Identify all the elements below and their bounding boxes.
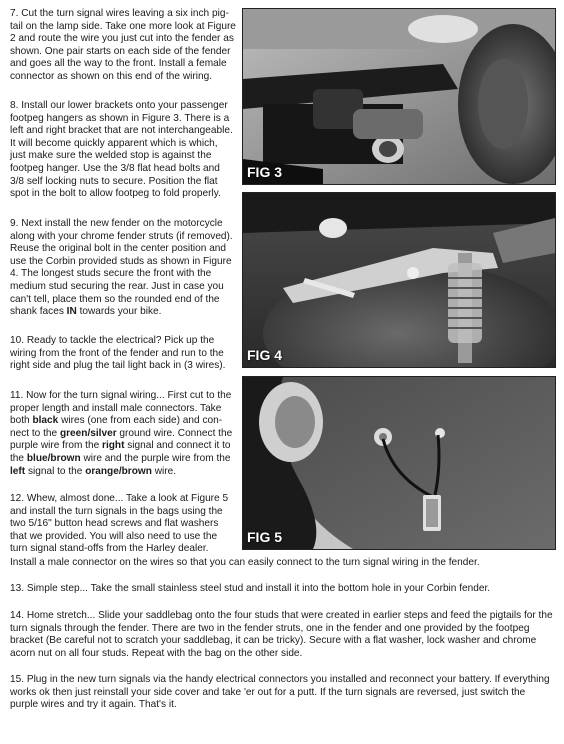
step-13 — [10, 583, 555, 596]
figure-5-photo — [242, 376, 556, 550]
step-11 — [10, 390, 236, 478]
figure-5-image — [243, 377, 555, 549]
step-12-continued-text: Install a male connector on the wires so that you can easily connect to the turn signal wiring in the fender. — [10, 557, 480, 568]
figure-4-image — [243, 193, 555, 367]
figure-3-image — [243, 9, 555, 184]
step-8-text: 8. Install our lower brackets onto your passenger footpeg hangers as shown in Figure 3. There is a left and right bracket that are not interchangeable. It will become quickly apparent which is which, just make sure the welded stop is against the footpeg hanger. Use the 3/8 flat head bolts and 3/8 self locking nuts to secure. Position the flat spot in the bolt to allow footpeg to fold properly. — [10, 100, 233, 200]
step-10-text: 10. Ready to tackle the electrical? Pick up the wiring from the front of the fender and run to the right side and plug the tail light back in (3 wires). — [10, 335, 226, 372]
step-14 — [10, 610, 555, 660]
step-14-text: 14. Home stretch... Slide your saddlebag onto the four studs that were created in earlier steps and feed the pigtails for the turn signals through the fender. There are two in the fender struts, one in the fender and one provided by the footpeg bracket (Be careful not to scratch your saddlebag, it can be tricky). Secure with a flat washer, lock washer and chrome acorn nut on all four studs. Repeat with the bag on the other side. — [10, 610, 553, 659]
step-7-text: 7. Cut the turn signal wires leaving a six inch pig-tail on the lamp side. Take one more look at Figure 2 and route the wire you just cut into the fender as shown. One pair starts on each side of the fender and goes all the way to the front. Install a female connector as shown on this end of the wiring. — [10, 8, 236, 82]
figure-5-label: FIG 5 — [247, 529, 283, 545]
step-9 — [10, 218, 236, 319]
step-13-text: 13. Simple step... Take the small stainless steel stud and install it into the bottom hole in your Corbin fender. — [10, 583, 491, 594]
figure-3-photo — [242, 8, 556, 185]
step-15-text: 15. Plug in the new turn signals via the handy electrical connectors you installed and reconnect your battery. If everything works ok then just reinstall your side cover and take 'er out for a putt. If the turn signals are reversed, just switch the purple wires and try it again. That's it. — [10, 674, 550, 711]
figure-4-photo — [242, 192, 556, 368]
step-9-bold: IN — [66, 306, 77, 318]
step-10 — [10, 335, 236, 373]
figure-4-label: FIG 4 — [247, 347, 283, 363]
step-12 — [10, 493, 236, 556]
figure-3-label: FIG 3 — [247, 164, 283, 180]
step-11-text: 11. Now for the turn signal wiring... First cut to the proper length and install male connectors. Take both black wires (one from each side) and con-nect to the green/silver ground wire. Connect the purple wire from the right signal and connect it to the blue/brown wire and the purple wire from the left signal to the orange/brown wire. — [10, 390, 233, 477]
step-9-text: 9. Next install the new fender on the motorcycle along with your chrome fender struts (if removed). Reuse the original bolt in the center position and use the Corbin provided studs as shown in Figure 4. The longest studs secure the front with the medium stud securing the rear. Just in case you can't tell, place them so the rounded end of the shank faces IN towards your bike. — [10, 218, 233, 318]
step-7 — [10, 8, 236, 84]
step-12-text: 12. Whew, almost done... Take a look at Figure 5 and install the turn signals in the bags using the two 5/16" button head screws and flat washers that we provided. You will also need to use the turn signal stand-offs from the Harley dealer. — [10, 493, 229, 555]
step-12-continued — [10, 557, 555, 570]
step-15 — [10, 674, 555, 712]
step-8 — [10, 100, 236, 201]
